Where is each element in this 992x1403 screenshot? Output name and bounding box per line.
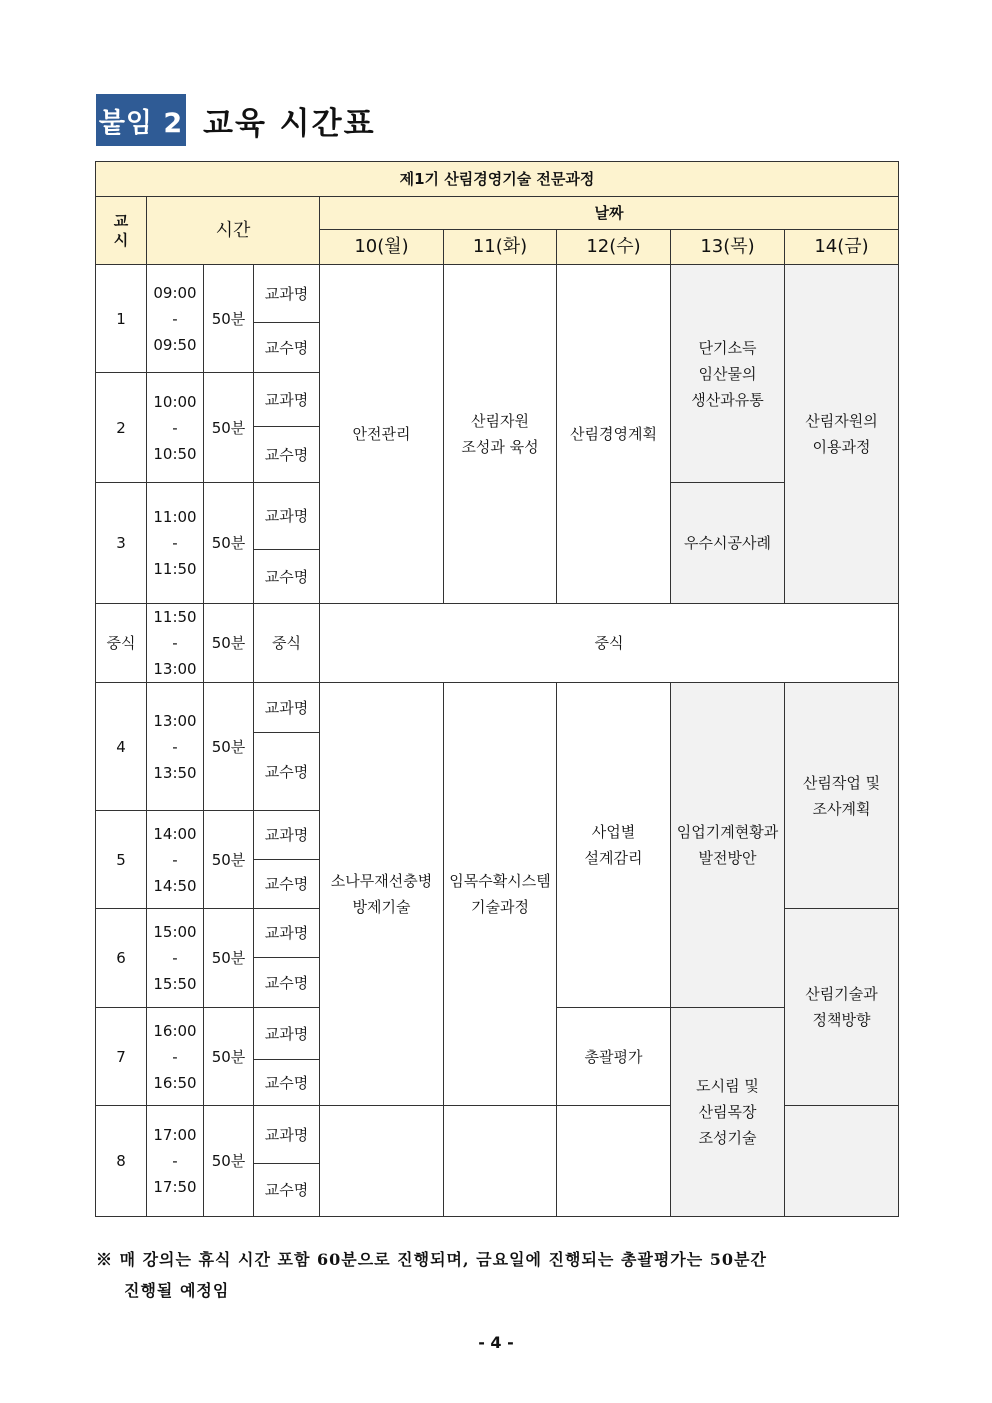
lunch-content: 중식 xyxy=(320,604,899,683)
duration: 50분 xyxy=(204,811,254,909)
thu-afternoon-course-b: 도시림 및 산림목장 조성기술 xyxy=(671,1008,785,1217)
page-number: - 4 - xyxy=(478,1333,514,1352)
time-range: 09:00 - 09:50 xyxy=(147,265,204,373)
wed-afternoon-course-b: 총괄평가 xyxy=(557,1008,671,1106)
footnote-line-2: 진행될 예정임 xyxy=(124,1281,230,1300)
professor-label: 교수명 xyxy=(254,427,320,483)
subject-label: 교과명 xyxy=(254,811,320,860)
mon-period8-empty xyxy=(320,1106,444,1217)
fri-afternoon-course-b: 산림기술과 정책방향 xyxy=(785,909,899,1106)
footnote xyxy=(96,1244,900,1306)
subject-label: 교과명 xyxy=(254,909,320,958)
period-header: 교 시 xyxy=(96,197,147,265)
period-number: 4 xyxy=(96,683,147,811)
day-fri: 14(금) xyxy=(785,230,899,265)
professor-label: 교수명 xyxy=(254,323,320,373)
professor-label: 교수명 xyxy=(254,958,320,1008)
fri-morning-course: 산림자원의 이용과정 xyxy=(785,265,899,604)
subject-label: 교과명 xyxy=(254,683,320,733)
time-header: 시간 xyxy=(147,197,320,265)
tue-period8-empty xyxy=(444,1106,557,1217)
schedule-table xyxy=(95,161,899,1217)
professor-label: 교수명 xyxy=(254,550,320,604)
day-tue: 11(화) xyxy=(444,230,557,265)
thu-morning-course-a: 단기소득 임산물의 생산과유통 xyxy=(671,265,785,483)
lunch-period: 중식 xyxy=(96,604,147,683)
mon-afternoon-course: 소나무재선충병 방제기술 xyxy=(320,683,444,1106)
tue-afternoon-course: 임목수확시스템 기술과정 xyxy=(444,683,557,1106)
duration: 50분 xyxy=(204,1008,254,1106)
lunch-time-range: 11:50 - 13:00 xyxy=(147,604,204,683)
fri-afternoon-course-a: 산림작업 및 조사계획 xyxy=(785,683,899,909)
subject-label: 교과명 xyxy=(254,1008,320,1060)
duration: 50분 xyxy=(204,265,254,373)
time-range: 16:00 - 16:50 xyxy=(147,1008,204,1106)
fri-period8-empty xyxy=(785,1106,899,1217)
time-range: 14:00 - 14:50 xyxy=(147,811,204,909)
subject-label: 교과명 xyxy=(254,265,320,323)
time-range: 15:00 - 15:50 xyxy=(147,909,204,1008)
duration: 50분 xyxy=(204,909,254,1008)
professor-label: 교수명 xyxy=(254,733,320,811)
tue-morning-course: 산림자원 조성과 육성 xyxy=(444,265,557,604)
professor-label: 교수명 xyxy=(254,860,320,909)
duration: 50분 xyxy=(204,683,254,811)
period-number: 3 xyxy=(96,483,147,604)
duration: 50분 xyxy=(204,483,254,604)
time-range: 10:00 - 10:50 xyxy=(147,373,204,483)
day-thu: 13(목) xyxy=(671,230,785,265)
day-wed: 12(수) xyxy=(557,230,671,265)
wed-period8-empty xyxy=(557,1106,671,1217)
period-number: 8 xyxy=(96,1106,147,1217)
thu-afternoon-course-a: 임업기계현황과 발전방안 xyxy=(671,683,785,1008)
footnote-line-1: ※ 매 강의는 휴식 시간 포함 60분으로 진행되며, 금요일에 진행되는 총괄평가는 50분간 xyxy=(96,1250,767,1269)
period-number: 5 xyxy=(96,811,147,909)
mon-morning-course: 안전관리 xyxy=(320,265,444,604)
subject-label: 교과명 xyxy=(254,483,320,550)
lunch-duration: 50분 xyxy=(204,604,254,683)
appendix-badge: 붙임 2 xyxy=(96,94,186,146)
course-title: 제1기 산림경영기술 전문과정 xyxy=(96,162,899,197)
subject-label: 교과명 xyxy=(254,373,320,427)
period-number: 7 xyxy=(96,1008,147,1106)
duration: 50분 xyxy=(204,373,254,483)
time-range: 11:00 - 11:50 xyxy=(147,483,204,604)
lunch-type: 중식 xyxy=(254,604,320,683)
time-range: 13:00 - 13:50 xyxy=(147,683,204,811)
duration: 50분 xyxy=(204,1106,254,1217)
professor-label: 교수명 xyxy=(254,1164,320,1217)
wed-morning-course: 산림경영계획 xyxy=(557,265,671,604)
period-number: 6 xyxy=(96,909,147,1008)
period-number: 2 xyxy=(96,373,147,483)
date-header: 날짜 xyxy=(320,197,899,230)
thu-morning-course-b: 우수시공사례 xyxy=(671,483,785,604)
page-title: 교육 시간표 xyxy=(203,105,376,142)
period-number: 1 xyxy=(96,265,147,373)
day-mon: 10(월) xyxy=(320,230,444,265)
schedule-table-wrap xyxy=(95,161,899,1217)
wed-afternoon-course-a: 사업별 설계감리 xyxy=(557,683,671,1008)
subject-label: 교과명 xyxy=(254,1106,320,1164)
professor-label: 교수명 xyxy=(254,1060,320,1106)
time-range: 17:00 - 17:50 xyxy=(147,1106,204,1217)
